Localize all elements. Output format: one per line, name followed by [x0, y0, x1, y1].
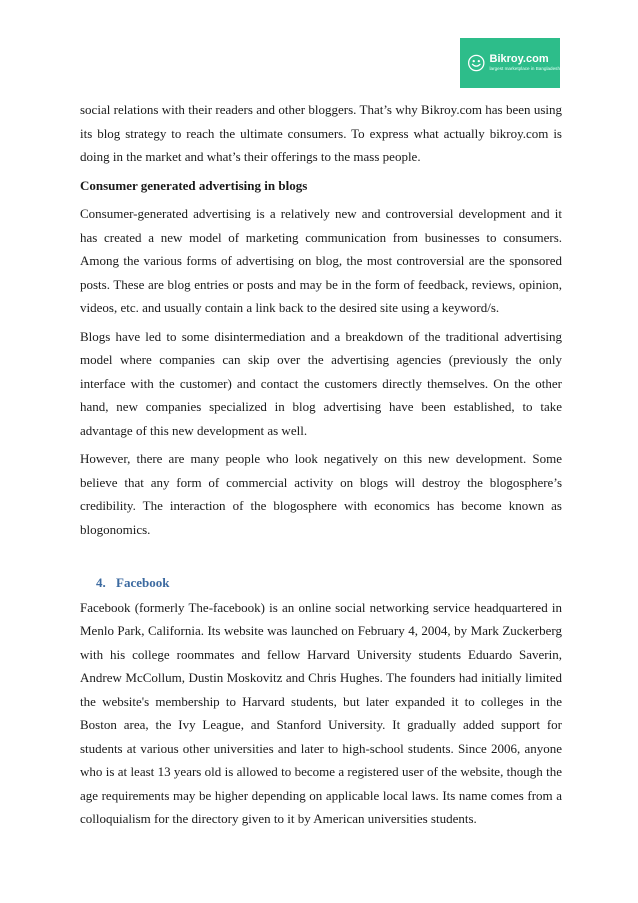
- paragraph-facebook: Facebook (formerly The-facebook) is an online social networking service headquartered in Menlo Park, California. Its website was launched on February 4, 2004, by Mark Zuckerberg with his college roommates and fellow Harvard University students Eduardo Saverin, Andrew McCollum, Dustin Moskovitz and Chris Hughes. The founders had initially limited the website's membership to Harvard students, but later expanded it to colleges in the Boston area, the Ivy League, and Stanford University. It gradually added support for students at various other universities and later to high-school students. Since 2006, anyone who is at least 13 years old is allowed to become a registered user of the website, though the age requirements may be higher depending on applicable local laws. Its name comes from a colloquialism for the directory given to it by American universities students.: [80, 599, 562, 826]
- spacer: [80, 546, 562, 571]
- section-heading-consumer-advertising: Consumer generated advertising in blogs: [80, 177, 308, 193]
- paragraph-cga-2: Blogs have led to some disintermediation and a breakdown of the traditional advertising model where companies can skip over the advertising agencies (previously the only interface with the customer) and contact the customers directly themselves. On the other hand, new companies specialized in blog advertising have been established, to take advantage of this new development as well.: [80, 328, 562, 438]
- section-number: 4.: [96, 575, 106, 590]
- smiley-icon: [468, 50, 485, 76]
- paragraph-cga-3: However, there are many people who look negatively on this new development. Some believe that any form of commercial activity on blogs will destroy the blogosphere’s credibility. The interaction of the blogosphere with economics has become known as blogonomics.: [80, 451, 562, 537]
- logo-brand: Bikroy.com: [489, 53, 549, 66]
- bikroy-logo: [460, 38, 560, 88]
- paragraph-cga-1: Consumer-generated advertising is a relatively new and controversial development and it has created a new model of marketing communication from businesses to consumers. Among the various forms of advertising on blog, the most controversial are the sponsored posts. These are blog entries or posts and may be in the form of feedback, reviews, opinion, videos, etc. and usually contain a link back to the desired site using a keyword/s.: [80, 206, 562, 315]
- logo-tagline: largest marketplace in Bangladesh: [489, 66, 560, 72]
- document-body: [80, 98, 562, 836]
- intro-paragraph: social relations with their readers and other bloggers. That’s why Bikroy.com has been using its blog strategy to reach the ultimate consumers. To express what actually bikroy.com is doing in the market and what’s their offerings to the mass people.: [80, 102, 562, 164]
- section-heading-facebook: [80, 571, 562, 595]
- section-title: Facebook: [116, 575, 170, 590]
